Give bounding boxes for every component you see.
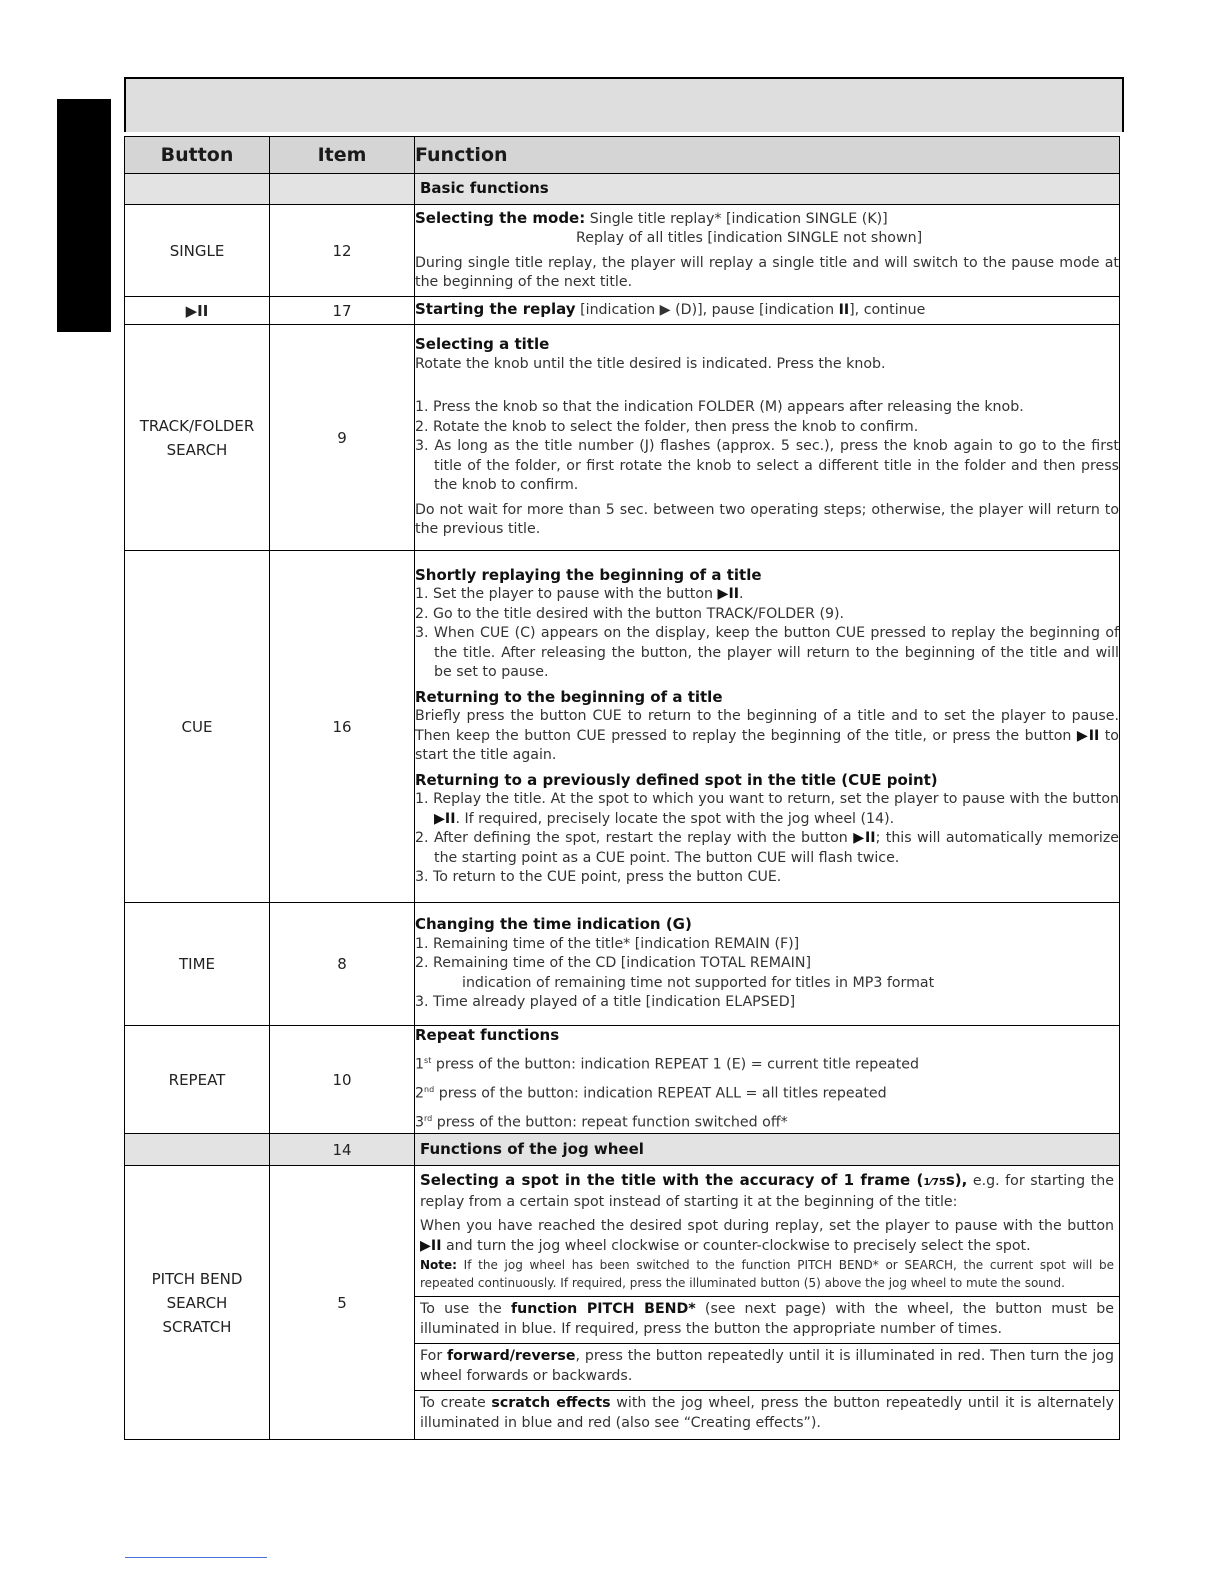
item-number: 5 <box>270 1166 415 1440</box>
function-text: Selecting a title Rotate the knob until the title desired is indicated. Press the knob. 1. Press the knob so that the indication FOLDER (M) appears after releasing the knob. 2. Rotate the knob to select the folder, then press the knob to confirm. 3. As long as the title number (J) flashes (approx. 5 sec.), press the knob again to go to the first title of the folder, or first rotate the knob to select a different title in the folder and then press the knob to confirm. Do not wait for more than 5 sec. between two operating steps; otherwise, the player will return to the previous title. <box>415 325 1120 551</box>
function-text: Starting the replay [indication ▶ (D)], pause [indication II], continue <box>415 297 1120 325</box>
item-number: 14 <box>270 1134 415 1166</box>
section-title: Basic functions <box>415 174 1120 205</box>
table-row-time <box>125 903 1120 1026</box>
table-row-single <box>125 205 1120 297</box>
function-text: Selecting the mode: Single title replay* [indication SINGLE (K)] Replay of all titles [indication SINGLE not shown] During single title replay, the player will replay a single title and will switch to the pause mode at the beginning of the next title. <box>415 205 1120 297</box>
table-row-cue <box>125 551 1120 903</box>
button-name: ▶II <box>125 297 270 325</box>
table-row-track-folder <box>125 325 1120 551</box>
function-text: Shortly replaying the beginning of a title 1. Set the player to pause with the button ▶II. 2. Go to the title desired with the button TRACK/FOLDER (9). 3. When CUE (C) appears on the display, keep the button CUE pressed to replay the beginning of the title. After releasing the button, the player will return to the beginning of the title and will be set to pause. Returning to the beginning of a title Briefly press the button CUE to return to the beginning of a title and to set the player to pause. Then keep the button CUE pressed to replay the beginning of the title, or press the button ▶II to start the title again. Returning to a previously defined spot in the title (CUE point) 1. Replay the title. At the spot to which you want to return, set the player to pause with the button ▶II. If required, precisely locate the spot with the jog wheel (14). 2. After defining the spot, restart the replay with the button ▶II; this will automatically memorize the starting point as a CUE point. The button CUE will flash twice. 3. To return to the CUE point, press the button CUE. <box>415 551 1120 903</box>
function-table <box>124 136 1120 1440</box>
col-header-item: Item <box>270 137 415 174</box>
header-band <box>124 77 1124 132</box>
pitch-sub-frame: Selecting a spot in the title with the accuracy of 1 frame (1⁄75s), e.g. for starting the replay from a certain spot instead of starting it at the beginning of the title: When you have reached the desired spot during replay, set the player to pause with the button ▶II and turn the jog wheel clockwise or counter-clockwise to precisely select the spot. Note: If the jog wheel has been switched to the function PITCH BEND* or SEARCH, the current spot will be repeated continuously. If required, press the illuminated button (5) above the jog wheel to mute the sound. <box>420 1171 1114 1291</box>
item-number: 9 <box>270 325 415 551</box>
button-name: CUE <box>125 551 270 903</box>
pitch-sub-scratch: To create scratch effects with the jog wheel, press the button repeatedly until it is alternately illuminated in blue and red (also see “Creating effects”). <box>415 1390 1119 1437</box>
table-row-pitch-bend <box>125 1166 1120 1440</box>
function-text <box>415 1166 1120 1440</box>
item-number: 8 <box>270 903 415 1026</box>
button-name: TIME <box>125 903 270 1026</box>
pitch-sub-bend: To use the function PITCH BEND* (see next page) with the wheel, the button must be illuminated in blue. If required, press the button the appropriate number of times. <box>415 1296 1119 1343</box>
button-name: TRACK/FOLDER SEARCH <box>125 325 270 551</box>
section-title: Functions of the jog wheel <box>415 1134 1120 1166</box>
button-name: REPEAT <box>125 1026 270 1134</box>
item-number: 10 <box>270 1026 415 1134</box>
item-number: 17 <box>270 297 415 325</box>
col-header-button: Button <box>125 137 270 174</box>
table-row-play-pause <box>125 297 1120 325</box>
col-header-function: Function <box>415 137 1120 174</box>
function-text: Repeat functions 1st press of the button: indication REPEAT 1 (E) = current title repeated 2nd press of the button: indication REPEAT ALL = all titles repeated 3rd press of the button: repeat function switched off* <box>415 1026 1120 1134</box>
footer-link-line <box>125 1557 267 1558</box>
button-name: PITCH BEND SEARCH SCRATCH <box>125 1166 270 1440</box>
function-text: Changing the time indication (G) 1. Remaining time of the title* [indication REMAIN (F)] 2. Remaining time of the CD [indication TOTAL REMAIN] indication of remaining time not supported for titles in MP3 format 3. Time already played of a title [indication ELAPSED] <box>415 903 1120 1026</box>
section-row-jog <box>125 1134 1120 1166</box>
item-number: 16 <box>270 551 415 903</box>
item-number: 12 <box>270 205 415 297</box>
table-row-repeat <box>125 1026 1120 1134</box>
button-name: SINGLE <box>125 205 270 297</box>
pitch-sub-forward: For forward/reverse, press the button repeatedly until it is illuminated in red. Then turn the jog wheel forwards or backwards. <box>415 1343 1119 1390</box>
section-row-basic <box>125 174 1120 205</box>
table-header-row <box>125 137 1120 174</box>
side-tab-marker <box>57 99 111 332</box>
